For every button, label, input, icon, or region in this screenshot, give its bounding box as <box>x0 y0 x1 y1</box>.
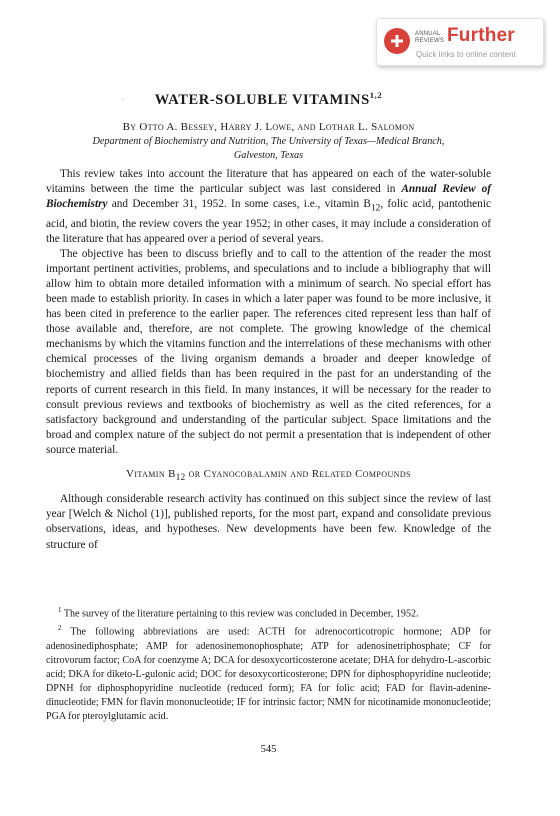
plus-icon <box>384 28 410 54</box>
further-tagline: Quick links to online content <box>416 50 516 59</box>
paragraph-2: The objective has been to discuss briefly and to call to the attention of the reader the most important pertinent activities, problems, and speculations and to include a bibliography that will allow him to obtain more detailed information with a minimum of search. No special effort has been made to establish priority. In cases in which a later paper was found to be more inclusive, it has been cited in preference to the earlier paper. The references cited represent less than half of those available and, therefore, are not complete. The growing knowledge of the chemical mechanisms by which the vitamins function and the interrelations of these mechanisms with other chemical processes of the living organism demands a broader and deeper knowledge of biochemistry and allied fields than has been required in the past for an understanding of the reports of current research in this field. In many instances, it will be necessary for the reader to consult previous reviews and textbooks of biochemistry as well as the cited references, for a satisfactory background and understanding of the particular subject. Space limitations and the broad and complex nature of the subject do not permit a presentation that is independent of other source material. <box>46 247 491 456</box>
paragraph-3: Although considerable research activity has continued on this subject since the review of last year [Welch & Nichol (1)], published reports, for the most part, expand and consolidate previous observations, ideas, and hypotheses. New developments have been few. Knowledge of the structure of <box>46 493 491 551</box>
footnote-1: $^1$ The survey of the literature pertaining to this review was concluded in December, 1952. <box>58 606 419 620</box>
affiliation: Department of Biochemistry and Nutrition, The University of Texas—Medical Branch, Galveston, Texas <box>92 136 445 161</box>
author-prefix: By <box>122 121 140 133</box>
article-title: WATER-SOLUBLE VITAMINS$^{1,2}$ <box>154 90 383 108</box>
section-heading: Vitamin $B_{12}$ or Cyanocobalamin and Related Compounds <box>126 468 411 483</box>
journal-name: Annual Review of Biochemistry <box>46 183 491 211</box>
author-names: Otto A. Bessey, Harry J. Lowe, and Lothar L. Salomon <box>139 121 415 133</box>
author-line <box>46 121 491 133</box>
bullet-mark: · <box>122 97 124 103</box>
title-footnote-refs: 1,2 <box>369 90 383 100</box>
annual-reviews-logo: ANNUAL REVIEWS <box>415 31 445 44</box>
further-badge-link[interactable] <box>376 18 544 66</box>
paragraph-1: This review takes into account the literature that has appeared on each of the water-soluble vitamins between the time the particular subject was last considered in Annual Review of Biochemistry and December 31, 1952. In some cases, i.e., vitamin $B_{12}$, folic acid, pantothenic acid, and biotin, the review covers the year 1952; in other cases, it may include a consideration of the literature that has appeared over a period of several years. <box>46 168 491 245</box>
footnotes <box>46 603 491 724</box>
page-number: 545 <box>260 744 277 755</box>
further-label: Further <box>447 25 515 46</box>
footnote-2: $^2$ The following abbreviations are used: ACTH for adrenocorticotropic hormone; ADP for adenosinediphosphate; AMP for adenosinemonophosphate; ATP for adenosinetriphosphate; CF for citrovorum factor; CoA for coenzyme A; DCA for desoxycorticosterone acetate; DHA for dehydro-L-ascorbic acid; DKA for diketo-L-gulonic acid; DOC for desoxycorticosterone; DPN for diphosphopyridine nucleotide; DPNH for diphosphopyridine nucleotide (reduced form); FA for folic acid; FAD for flavin-adenine-dinucleotide; FMN for flavin mononucleotide; IF for intrinsic factor; NMN for nicotinamide mononucleotide; PGA for pteroylglutamic acid. <box>46 624 491 722</box>
article-body <box>46 167 491 553</box>
